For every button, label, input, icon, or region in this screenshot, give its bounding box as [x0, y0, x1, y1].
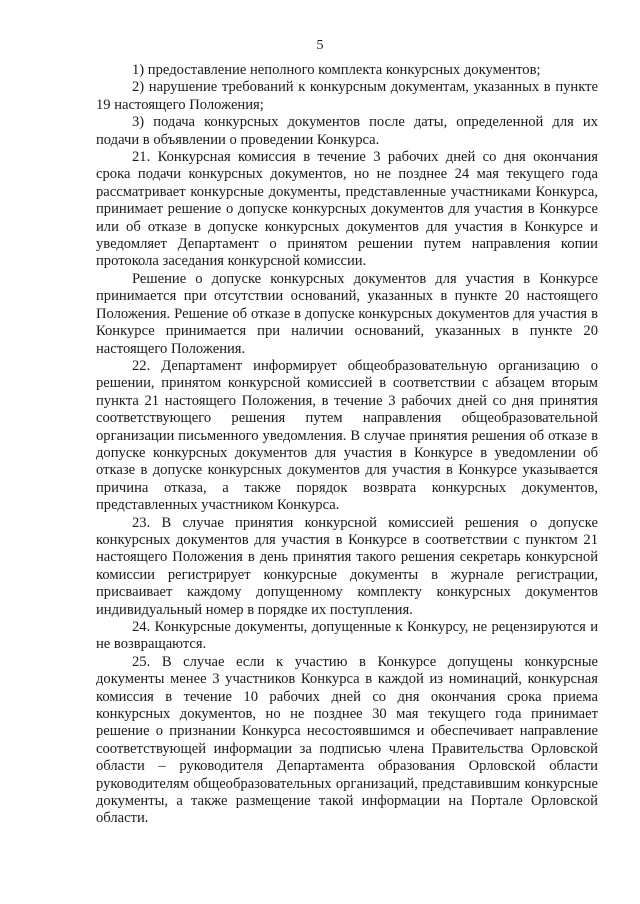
paragraph-reason-3: 3) подача конкурсных документов после даты, определенной для их подачи в объявлении о проведении Конкурса.	[96, 114, 598, 148]
paragraph-clause-22: 22. Департамент информирует общеобразовательную организацию о решении, принятом конкурсной комиссией в соответствии с абзацем вторым пункта 21 настоящего Положения, в течение 3 рабочих дней со дня принятия соответствующего решения путем направления общеобразовательной организации письменного уведомления. В случае принятия решения об отказе в допуске конкурсных документов для участия в Конкурсе в уведомлении об отказе в допуске конкурсных документов для участия в Конкурсе указывается причина отказа, а также порядок возврата конкурсных документов, представленных участником Конкурса.	[96, 357, 598, 514]
paragraph-reason-1: 1) предоставление неполного комплекта конкурсных документов;	[132, 62, 541, 78]
paragraph-reason-2: 2) нарушение требований к конкурсным документам, указанных в пункте 19 настоящего Положения;	[96, 79, 598, 113]
paragraph-clause-25: 25. В случае если к участию в Конкурсе допущены конкурсные документы менее 3 участников Конкурса в каждой из номинаций, конкурсная комиссия в течение 10 рабочих дней со дня окончания срока приема конкурсных документов, но не позднее 30 мая текущего года принимает решение о признании Конкурса несостоявшимся и обеспечивает направление соответствующей информации за подписью члена Правительства Орловской области – руководителя Департамента образования Орловской области руководителям общеобразовательных организаций, представившим конкурсные документы, а также размещение такой информации на Портале Орловской области.	[96, 653, 598, 827]
page-number: 5	[316, 38, 324, 53]
document-body	[96, 62, 598, 828]
paragraph-clause-23: 23. В случае принятия конкурсной комиссией решения о допуске конкурсных документов для участия в Конкурсе в соответствии с пунктом 21 настоящего Положения в день принятия такого решения секретарь конкурсной комиссии регистрирует конкурсные документы в журнале регистрации, присваивает каждому допущенному комплекту конкурсных документов индивидуальный номер в порядке их поступления.	[96, 514, 598, 618]
paragraph-clause-24: 24. Конкурсные документы, допущенные к Конкурсу, не рецензируются и не возвращаются.	[96, 619, 598, 653]
paragraph-clause-21-decision: Решение о допуске конкурсных документов для участия в Конкурсе принимается при отсутствии оснований, указанных в пункте 20 настоящего Положения. Решение об отказе в допуске конкурсных документов для участия в Конкурсе принимается при наличии оснований, указанных в пункте 20 настоящего Положения.	[96, 270, 598, 357]
paragraph-clause-21: 21. Конкурсная комиссия в течение 3 рабочих дней со дня окончания срока подачи конкурсных документов, но не позднее 24 мая текущего года рассматривает конкурсные документы, представленные участниками Конкурса, принимает решение о допуске конкурсных документов для участия в Конкурсе или об отказе в допуске конкурсных документов для участия в Конкурсе и уведомляет Департамент о принятом решении путем направления копии протокола заседания конкурсной комиссии.	[96, 149, 598, 270]
